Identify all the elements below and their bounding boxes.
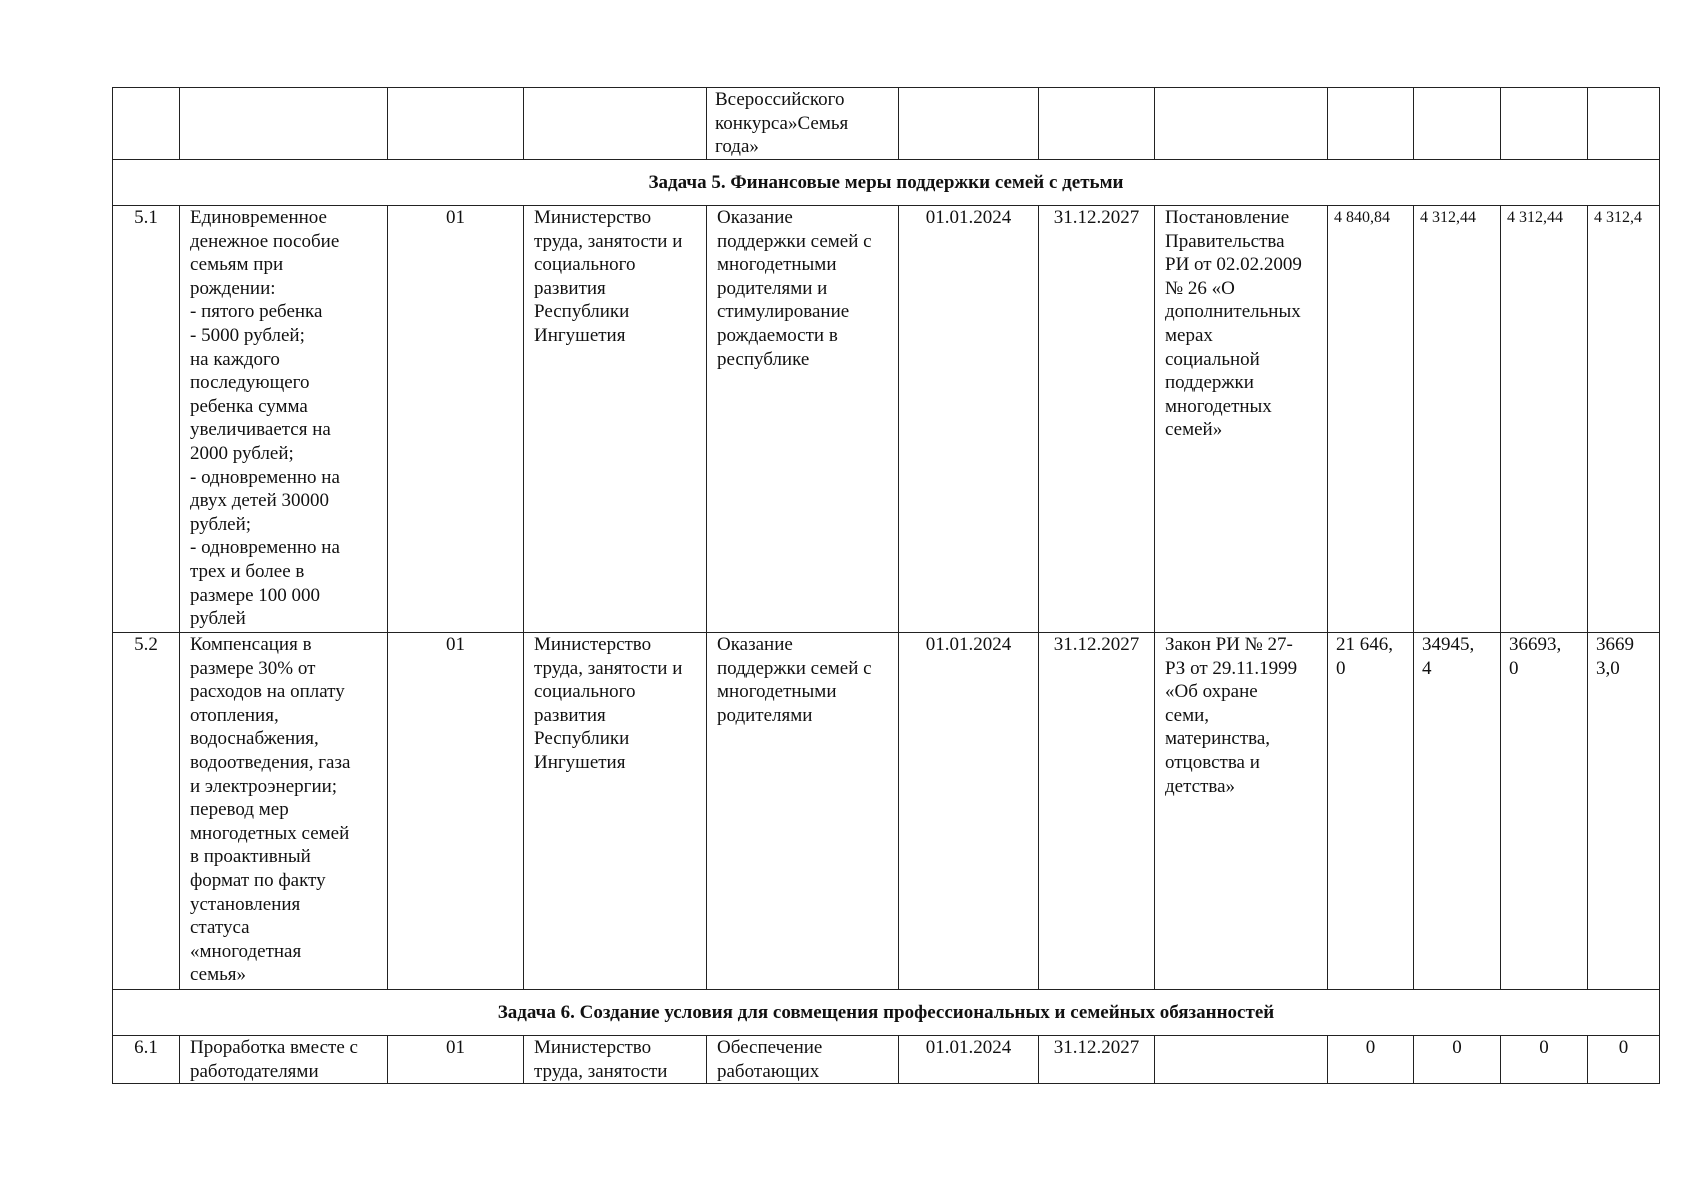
start-date: 01.01.2024 [899, 1036, 1039, 1084]
end-date: 31.12.2027 [1039, 633, 1155, 990]
code: 01 [388, 1036, 524, 1084]
legal-basis: Закон РИ № 27- РЗ от 29.11.1999 «Об охране семи, материнства, отцовства и детства» [1155, 633, 1328, 990]
funding-value-2: 4 312,44 [1414, 206, 1501, 633]
start-date: 01.01.2024 [899, 633, 1039, 990]
funding-value-2: 0 [1414, 1036, 1501, 1084]
end-date: 31.12.2027 [1039, 1036, 1155, 1084]
funding-value-4: 4 312,4 [1588, 206, 1660, 633]
row-number: 5.2 [113, 633, 180, 990]
row-number: 5.1 [113, 206, 180, 633]
code: 01 [388, 206, 524, 633]
contest-name-cell: Всероссийского конкурса»Семья года» [707, 88, 899, 160]
funding-value-1: 4 840,84 [1328, 206, 1414, 633]
table-cell [113, 88, 180, 160]
expected-result: Оказание поддержки семей с многодетными родителями и стимулирование рождаемости в республике [707, 206, 899, 633]
table-cell [180, 88, 388, 160]
table-cell [388, 88, 524, 160]
section-heading-row [113, 160, 1660, 206]
executor: Министерство труда, занятости [524, 1036, 707, 1084]
funding-value-4: 0 [1588, 1036, 1660, 1084]
table-cell [899, 88, 1039, 160]
task-5-heading: Задача 5. Финансовые меры поддержки семей с детьми [113, 160, 1660, 206]
table-cell [1328, 88, 1414, 160]
executor: Министерство труда, занятости и социального развития Республики Ингушетия [524, 206, 707, 633]
expected-result: Оказание поддержки семей с многодетными родителями [707, 633, 899, 990]
legal-basis [1155, 1036, 1328, 1084]
funding-value-1: 0 [1328, 1036, 1414, 1084]
end-date: 31.12.2027 [1039, 206, 1155, 633]
measure-name: Компенсация в размере 30% от расходов на оплату отопления, водоснабжения, водоотведения, газа и электроэнергии; перевод мер многодетных семей в проактивный формат по факту установления статуса «многодетная семья» [180, 633, 388, 990]
table-row [113, 633, 1660, 990]
table-cell [1414, 88, 1501, 160]
expected-result: Обеспечение работающих [707, 1036, 899, 1084]
executor: Министерство труда, занятости и социального развития Республики Ингушетия [524, 633, 707, 990]
funding-value-3: 0 [1501, 1036, 1588, 1084]
funding-value-2: 34945, 4 [1414, 633, 1501, 990]
funding-value-4: 3669 3,0 [1588, 633, 1660, 990]
start-date: 01.01.2024 [899, 206, 1039, 633]
row-number: 6.1 [113, 1036, 180, 1084]
table-cell [524, 88, 707, 160]
funding-value-1: 21 646, 0 [1328, 633, 1414, 990]
table-row [113, 206, 1660, 633]
measure-name: Проработка вместе с работодателями [180, 1036, 388, 1084]
measures-table [112, 87, 1660, 1084]
measure-name: Единовременное денежное пособие семьям при рождении: - пятого ребенка - 5000 рублей; на каждого последующего ребенка сумма увеличивается на 2000 рублей; - одновременно на двух детей 30000 рублей; - одновременно на трех и более в размере 100 000 рублей [180, 206, 388, 633]
table-row [113, 88, 1660, 160]
section-heading-row [113, 990, 1660, 1036]
funding-value-3: 4 312,44 [1501, 206, 1588, 633]
task-6-heading: Задача 6. Создание условия для совмещения профессиональных и семейных обязанностей [113, 990, 1660, 1036]
funding-value-3: 36693, 0 [1501, 633, 1588, 990]
table-cell [1501, 88, 1588, 160]
legal-basis: Постановление Правительства РИ от 02.02.2009 № 26 «О дополнительных мерах социальной поддержки многодетных семей» [1155, 206, 1328, 633]
code: 01 [388, 633, 524, 990]
table-cell [1155, 88, 1328, 160]
table-cell [1039, 88, 1155, 160]
table-cell [1588, 88, 1660, 160]
table-row [113, 1036, 1660, 1084]
